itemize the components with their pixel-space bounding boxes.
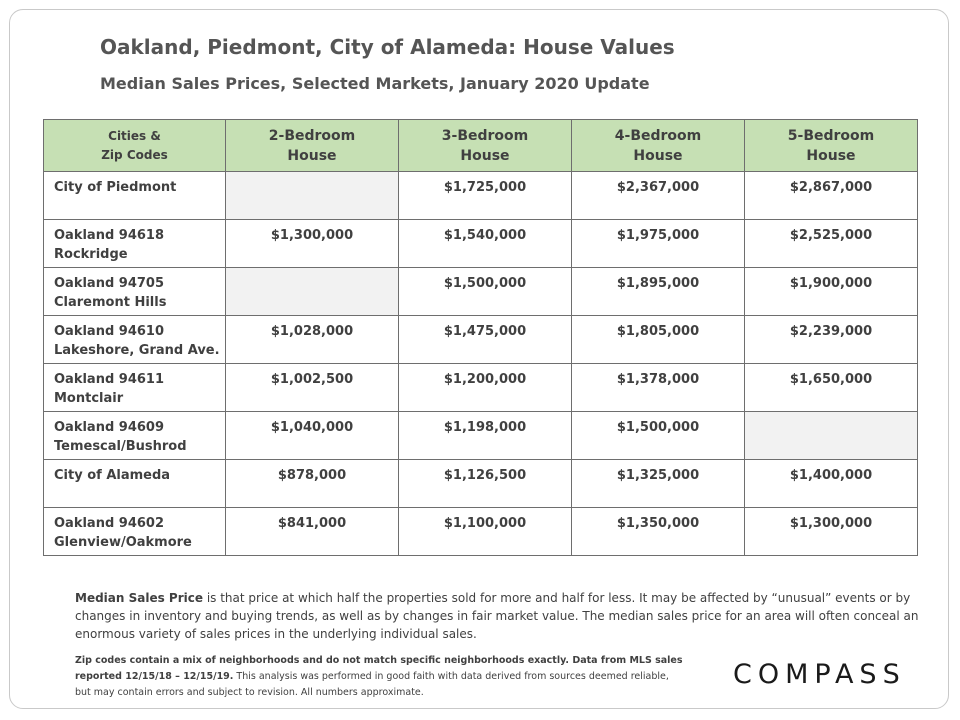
price-cell: $2,367,000 <box>572 172 745 220</box>
table-row <box>44 172 918 220</box>
market-name-cell <box>44 412 226 460</box>
price-cell: $878,000 <box>226 460 399 508</box>
price-cell: $1,725,000 <box>399 172 572 220</box>
market-name-cell <box>44 268 226 316</box>
price-cell: $841,000 <box>226 508 399 556</box>
compass-logo: COMPASS <box>733 659 906 690</box>
market-name-cell <box>44 172 226 220</box>
empty-price-cell <box>745 412 918 460</box>
market-name-line: Montclair <box>54 391 124 406</box>
note-text: is that price at which half the properties sold for more and half for less. It may be affected by “unusual” events or by changes in inventory and buying trends, as well as by changes in fair market value. The median sales price for an area will often conceal an enormous variety of sales prices in the underlying individual sales. <box>75 591 919 641</box>
disclaimer-text: This analysis was performed in good faith with data derived from sources deemed reliable, but may contain errors and subject to revision. All numbers approximate. <box>75 671 669 698</box>
header-line: House <box>460 147 510 164</box>
header-4-bedroom <box>572 120 745 172</box>
price-cell: $1,300,000 <box>226 220 399 268</box>
market-name-cell <box>44 508 226 556</box>
table-header-row <box>44 120 918 172</box>
price-cell: $1,500,000 <box>572 412 745 460</box>
market-name-line: Oakland 94705 <box>54 276 165 291</box>
disclaimer-bold: Zip codes contain a mix of neighborhoods and do not match specific neighborhoods exactly. Data from MLS sales reported 12/15/18 – 12/15/19. <box>75 655 683 682</box>
market-name-line: City of Piedmont <box>54 180 177 195</box>
market-name-line: Temescal/Bushrod <box>54 439 187 454</box>
median-price-note <box>75 589 920 643</box>
price-cell: $1,198,000 <box>399 412 572 460</box>
price-cell: $1,650,000 <box>745 364 918 412</box>
price-table <box>43 119 918 556</box>
price-cell: $1,350,000 <box>572 508 745 556</box>
table-row <box>44 316 918 364</box>
price-cell: $2,867,000 <box>745 172 918 220</box>
header-cities <box>44 120 226 172</box>
market-name-line: City of Alameda <box>54 468 171 483</box>
header-2-bedroom <box>226 120 399 172</box>
price-cell: $1,378,000 <box>572 364 745 412</box>
header-line: Cities & <box>108 128 161 143</box>
header-3-bedroom <box>399 120 572 172</box>
table-row <box>44 460 918 508</box>
price-cell: $1,325,000 <box>572 460 745 508</box>
market-name-line: Claremont Hills <box>54 295 167 310</box>
price-cell: $1,475,000 <box>399 316 572 364</box>
empty-price-cell <box>226 172 399 220</box>
market-name-line: Oakland 94602 <box>54 516 165 531</box>
header-line: Zip Codes <box>101 147 168 162</box>
empty-price-cell <box>226 268 399 316</box>
header-line: 4-Bedroom <box>614 127 702 144</box>
table-row <box>44 508 918 556</box>
market-name-cell <box>44 364 226 412</box>
price-cell: $1,126,500 <box>399 460 572 508</box>
price-cell: $1,028,000 <box>226 316 399 364</box>
page-subtitle: Median Sales Prices, Selected Markets, January 2020 Update <box>100 74 650 93</box>
header-line: House <box>633 147 683 164</box>
market-name-cell <box>44 460 226 508</box>
market-name-line: Lakeshore, Grand Ave. <box>54 343 220 358</box>
market-name-line: Rockridge <box>54 247 128 262</box>
price-cell: $1,540,000 <box>399 220 572 268</box>
price-cell: $1,500,000 <box>399 268 572 316</box>
price-cell: $1,400,000 <box>745 460 918 508</box>
price-cell: $1,200,000 <box>399 364 572 412</box>
header-line: 3-Bedroom <box>441 127 529 144</box>
price-cell: $1,900,000 <box>745 268 918 316</box>
market-name-line: Oakland 94609 <box>54 420 165 435</box>
market-name-line: Oakland 94611 <box>54 372 165 387</box>
market-name-cell <box>44 316 226 364</box>
data-disclaimer <box>75 653 685 701</box>
market-name-line: Oakland 94618 <box>54 228 165 243</box>
price-cell: $2,239,000 <box>745 316 918 364</box>
price-cell: $1,300,000 <box>745 508 918 556</box>
market-name-line: Glenview/Oakmore <box>54 535 192 550</box>
price-cell: $1,040,000 <box>226 412 399 460</box>
price-cell: $1,805,000 <box>572 316 745 364</box>
page-title: Oakland, Piedmont, City of Alameda: House Values <box>100 35 675 59</box>
header-line: House <box>806 147 856 164</box>
market-name-line: Oakland 94610 <box>54 324 165 339</box>
table-row <box>44 412 918 460</box>
price-cell: $1,895,000 <box>572 268 745 316</box>
header-line: House <box>287 147 337 164</box>
table-row <box>44 364 918 412</box>
table-body <box>44 172 918 556</box>
market-name-cell <box>44 220 226 268</box>
header-line: 2-Bedroom <box>268 127 356 144</box>
price-cell: $1,100,000 <box>399 508 572 556</box>
price-cell: $2,525,000 <box>745 220 918 268</box>
header-5-bedroom <box>745 120 918 172</box>
price-cell: $1,002,500 <box>226 364 399 412</box>
note-term: Median Sales Price <box>75 591 203 605</box>
price-cell: $1,975,000 <box>572 220 745 268</box>
table-row <box>44 220 918 268</box>
table-row <box>44 268 918 316</box>
header-line: 5-Bedroom <box>787 127 875 144</box>
